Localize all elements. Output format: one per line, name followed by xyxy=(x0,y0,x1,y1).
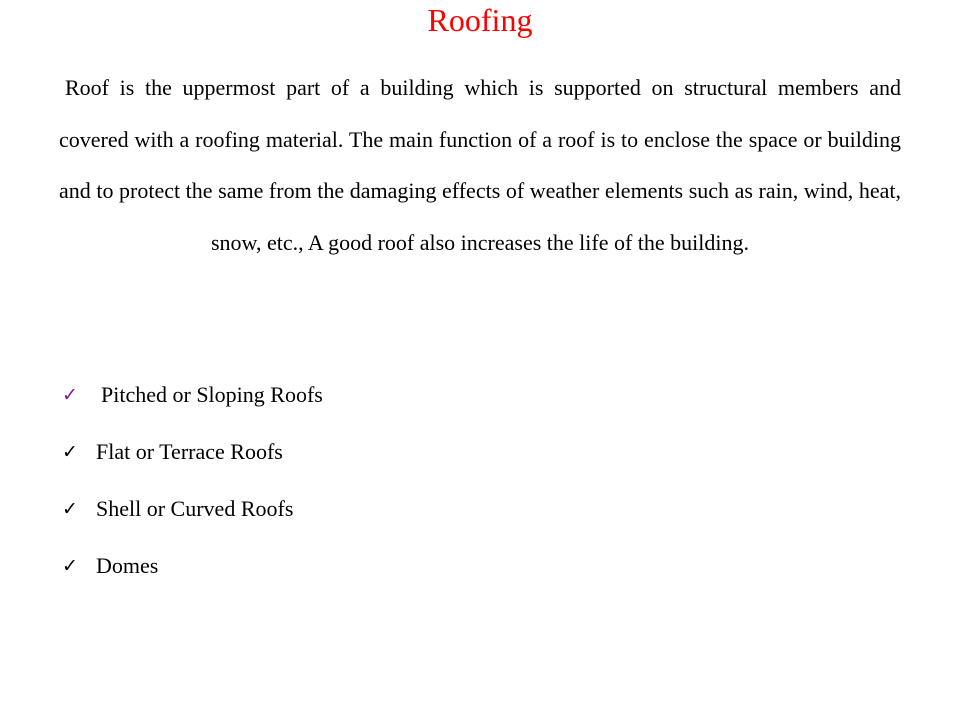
bullet-label: Pitched or Sloping Roofs xyxy=(101,382,323,407)
bullet-item-flat-roofs xyxy=(62,433,323,490)
bullet-item-domes xyxy=(62,547,323,604)
bullet-item-shell-roofs xyxy=(62,490,323,547)
bullet-label: Domes xyxy=(96,553,159,578)
bullet-label: Flat or Terrace Roofs xyxy=(96,439,283,464)
check-icon: ✓ xyxy=(62,384,78,406)
bullet-list xyxy=(62,376,323,604)
check-icon: ✓ xyxy=(62,498,78,520)
body-paragraph: Roof is the uppermost part of a building which is supported on structural members and covered with a roofing material. The main function of a roof is to enclose the space or building and to protect the same from the damaging effects of weather elements such as rain, wind, heat, snow, etc., A good roof also increases the life of the building. xyxy=(59,75,901,255)
bullet-item-pitched-roofs xyxy=(62,376,323,433)
check-icon: ✓ xyxy=(62,555,78,577)
slide-title: Roofing xyxy=(427,2,533,38)
bullet-label: Shell or Curved Roofs xyxy=(96,496,294,521)
check-icon: ✓ xyxy=(62,441,78,463)
